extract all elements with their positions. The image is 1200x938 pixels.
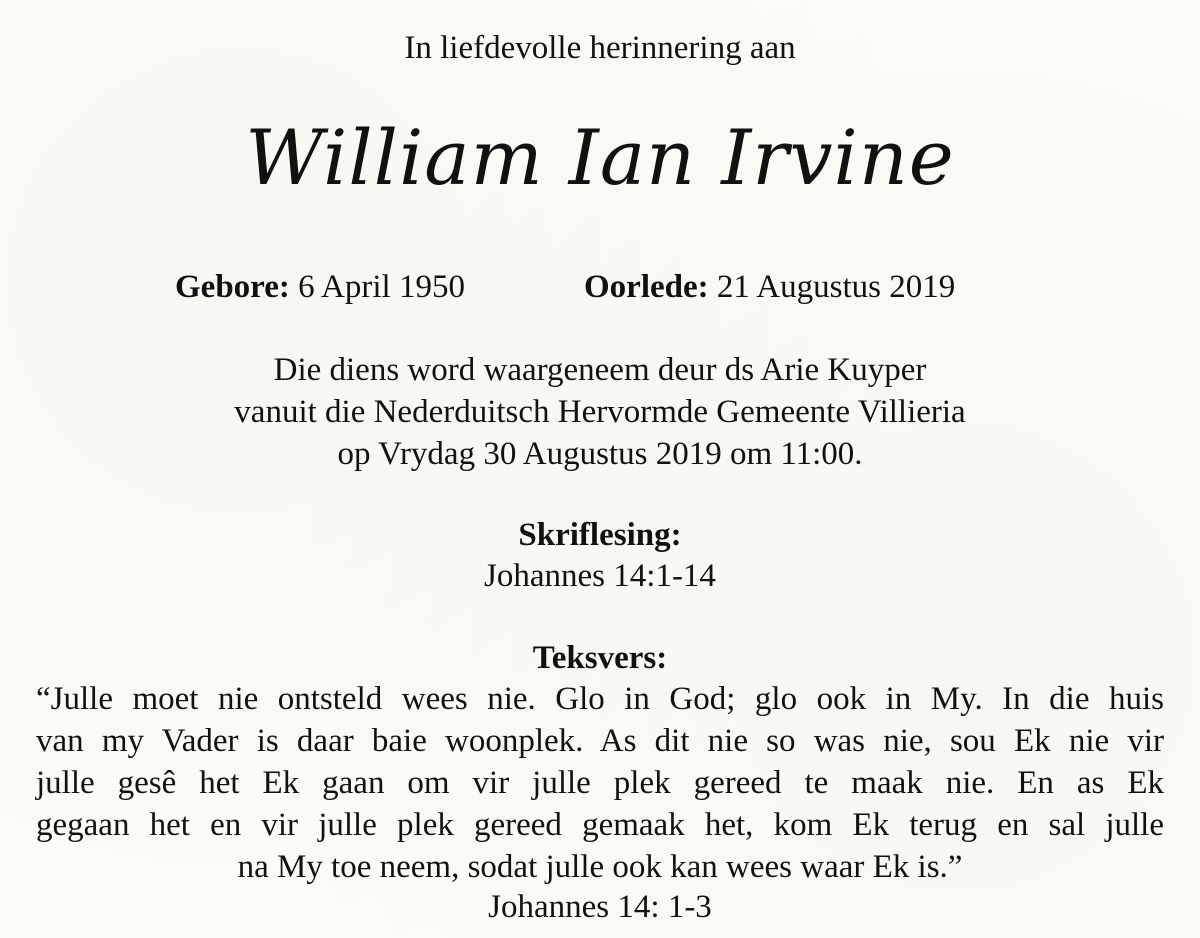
verse-line-3: julle gesê het Ek gaan om vir julle plek gereed te maak nie. En as Ek bbox=[36, 765, 1164, 801]
service-line-3: op Vrydag 30 Augustus 2019 om 11:00. bbox=[337, 436, 863, 472]
birth-date bbox=[175, 266, 465, 308]
verse-line-2: van my Vader is daar baie woonplek. As dit nie so was nie, sou Ek nie vir bbox=[36, 723, 1164, 759]
intro-text: In liefdevolle herinnering aan bbox=[404, 30, 796, 66]
text-verse-body bbox=[36, 678, 1164, 888]
text-verse-reference: Johannes 14: 1-3 bbox=[488, 889, 712, 925]
verse-line-4: gegaan het en vir julle plek gereed gemaak het, kom Ek terug en sal julle bbox=[36, 807, 1164, 843]
verse-line-5: na My toe neem, sodat julle ook kan wees waar Ek is.” bbox=[237, 849, 963, 885]
death-date bbox=[584, 266, 955, 308]
birth-label: Gebore: bbox=[175, 269, 290, 305]
death-value: 21 Augustus 2019 bbox=[716, 269, 956, 305]
scripture-heading: Skriflesing: bbox=[518, 517, 682, 553]
service-line-1: Die diens word waargeneem deur ds Arie Kuyper bbox=[273, 352, 927, 388]
service-line-2: vanuit die Nederduitsch Hervormde Gemeente Villieria bbox=[234, 394, 966, 430]
scripture-reference: Johannes 14:1-14 bbox=[484, 558, 716, 594]
death-label: Oorlede: bbox=[584, 269, 709, 305]
deceased-name: William Ian Irvine bbox=[245, 113, 955, 202]
verse-line-1: “Julle moet nie ontsteld wees nie. Glo in God; glo ook in My. In die huis bbox=[36, 681, 1164, 717]
text-verse-heading: Teksvers: bbox=[532, 640, 668, 676]
birth-value: 6 April 1950 bbox=[298, 269, 465, 305]
